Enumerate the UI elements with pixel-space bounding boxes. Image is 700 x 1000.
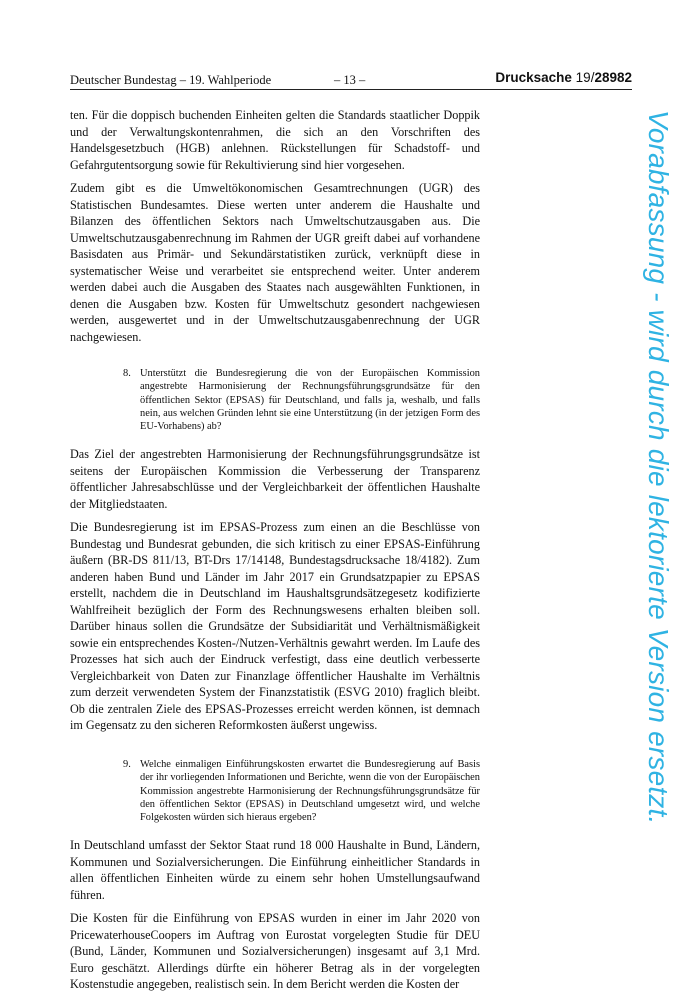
question-9 — [123, 758, 480, 824]
question-8 — [123, 367, 480, 433]
header-document-number — [495, 70, 632, 86]
question-9-number: 9. — [123, 758, 131, 770]
page-body — [70, 107, 480, 1000]
header-rule — [70, 89, 632, 90]
draft-watermark-text: Vorabfassung - wird durch die lektorierte Version ersetzt. — [643, 110, 674, 825]
header-number: 28982 — [594, 70, 632, 85]
page-header — [70, 70, 632, 92]
header-page-number: – 13 – — [334, 73, 366, 87]
paragraph-5: In Deutschland umfasst der Sektor Staat rund 18 000 Haushalte in Bund, Ländern, Kommunen und Sozialversicherungen. Die Einführung einheitlicher Standards in allen öffentlichen Einheiten würde zu einem sehr hohen Umstellungsaufwand führen. — [70, 838, 480, 902]
draft-watermark — [632, 110, 692, 890]
header-parliament: Deutscher Bundestag – 19. Wahlperiode — [70, 73, 272, 87]
paragraph-3: Das Ziel der angestrebten Harmonisierung der Rechnungsführungsgrundsätze ist seitens der Europäischen Kommission die Verbesserung der Transparenz öffentlicher Jahresabschlüsse und der Vergleichbarkeit der öffentlichen Haushalte der Mitgliedstaaten. — [70, 447, 480, 511]
question-8-text: Unterstützt die Bundesregierung die von der Europäischen Kommission angestrebte Harmonisierung der Rechnungsführungsgrundsätze für den öffentlichen Sektor (EPSAS) für Deutschland, und falls ja, weshalb, und falls nein, aus welchen Gründen lehnt sie eine Unterstützung (in der jetzigen Form des EU-Vorhabens) ab? — [140, 368, 480, 433]
question-9-text: Welche einmaligen Einführungskosten erwartet die Bundesregierung auf Basis der ihr vorliegenden Informationen und Berichte, wenn die von der Europäischen Kommission angestrebte Harmonisierung der Rechnungsführungsgrundsätze für den öffentlichen Sektor (EPSAS) in Deutschland umgesetzt wird, und welche Folgekosten würden sich hieraus ergeben? — [140, 758, 480, 824]
question-8-number: 8. — [123, 368, 131, 379]
paragraph-6: Die Kosten für die Einführung von EPSAS wurden in einer im Jahr 2020 von PricewaterhouseCoopers im Auftrag von Eurostat vorgelegten Studie für DEU (Bund, Länder, Kommunen und Sozialversicherungen) insgesamt auf 3,1 Mrd. Euro geschätzt. Allerdings dürfte ein höherer Betrag als in der vorgelegten Kostenstudie angegeben, realistisch sein. In dem Bericht werden die Kosten der — [70, 911, 480, 992]
paragraph-4: Die Bundesregierung ist im EPSAS-Prozess zum einen an die Beschlüsse von Bundestag und Bundesrat gebunden, die sich kritisch zu einer EPSAS-Einführung äußern (BR-DS 811/13, BT-Drs 17/14148, Bundestagsdrucksache 18/4182). Zum anderen haben Bund und Länder im Jahr 2017 ein Grundsatzpapier zu EPSAS erstellt, nachdem die in Deutschland im Haushaltsgrundsätzegesetz kodifizierte Wahlfreiheit bezüglich der Form des Rechnungswesens erhalten bleiben soll. Darüber hinaus sollen die Grundsätze der Subsidiarität und Verhältnismäßigkeit sowie ein entsprechendes Kosten-/Nutzen-Verhältnis gewahrt werden. Im Laufe des Prozesses hat sich auch der Eindruck verfestigt, dass eine deutlich verbesserte Vergleichbarkeit von Daten zur Finanzlage öffentlicher Haushalte im Verhältnis zum derzeit verwendeten System der Finanzstatistik (ESVG 2010) fraglich bleibt. Ob die zentralen Ziele des EPSAS-Prozesses erreicht werden können, ist demnach im Gegensatz zu den sicheren Reformkosten äußerst ungewiss. — [70, 520, 480, 733]
paragraph-1: ten. Für die doppisch buchenden Einheiten gelten die Standards staatlicher Doppik und der Verwaltungskontenrahmen, die sich an den Vorschriften des Handelsgesetzbuch (HGB) anlehnen. Rückstellungen für Schadstoff- und Gefahrgutentsorgung sowie für Rekultivierung sind hier vorgesehen. — [70, 108, 480, 172]
paragraph-2: Zudem gibt es die Umweltökonomischen Gesamtrechnungen (UGR) des Statistischen Bundesamtes. Diese werten unter anderem die Haushalte und Bilanzen des öffentlichen Sektors nach Umweltschutzausgaben aus. Die Umweltschutzausgabenrechnung im Rahmen der UGR greift dabei auf vorhandene Basisdaten aus Primär- und Sekundärstatistiken zurück, verknüpft diese in systematischer Weise und verarbeitet sie entsprechend weiter. Unter anderem werden dabei auch die Ausgaben des Staates nach ausgewählten Funktionen, in denen die Ausgaben bzw. Kosten für Umweltschutz gesondert nachgewiesen werden, ausgewertet und in der Umweltschutzausgabenrechnung der UGR nachgewiesen. — [70, 181, 480, 344]
header-period: 19/ — [575, 70, 595, 85]
header-drucksache-label: Drucksache — [495, 70, 572, 85]
